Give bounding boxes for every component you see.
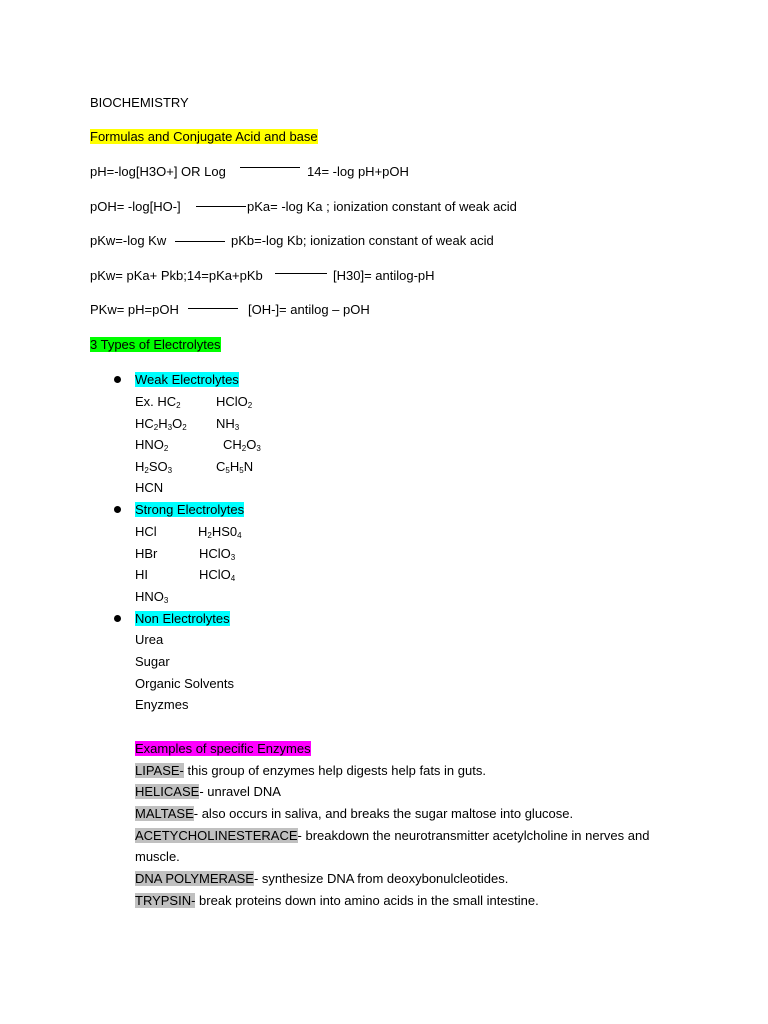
formula-right: 14= -log pH+pOH — [307, 164, 409, 179]
bullet-icon — [114, 615, 121, 622]
non-electrolytes-heading: Non Electrolytes — [135, 611, 230, 626]
formula-item: HBr — [135, 546, 158, 561]
formula-item: $C_5H_5N$ — [216, 459, 254, 475]
formula-right: pKb=-log Kb; ionization constant of weak acid — [231, 233, 494, 248]
formula-left: pKw=-log Kw — [90, 233, 167, 248]
enzymes-heading: Examples of specific Enzymes — [135, 741, 311, 756]
formula-right: [OH-]= antilog – pOH — [248, 302, 370, 317]
list-item: Enyzmes — [135, 697, 189, 712]
bullet-icon — [114, 376, 121, 383]
enzyme-entry: ACETYCHOLINESTERACE- breakdown the neurotransmitter acetylcholine in nerves and — [135, 828, 650, 843]
formula-right: pKa= -log Ka ; ionization constant of weak acid — [247, 199, 517, 214]
formula-left: pH=-log[H3O+] OR Log — [90, 164, 226, 179]
formula-item: Ex. $HC_2$ — [135, 394, 181, 410]
formula-item: $CH_2O_3$ — [223, 437, 261, 453]
strong-electrolytes-heading: Strong Electrolytes — [135, 502, 245, 517]
formula-item: HClO$_2$ — [216, 394, 253, 410]
formula-left: PKw= pH=pOH — [90, 302, 179, 317]
enzyme-entry: HELICASE- unravel DNA — [135, 784, 281, 799]
formula-left: pOH= -log[HO-] — [90, 199, 181, 214]
arrow-line — [175, 241, 225, 242]
formula-item: $HC_2H_3O_2$ — [135, 416, 187, 432]
list-item: Urea — [135, 632, 164, 647]
formula-item: HCl — [135, 524, 157, 539]
formula-item: HClO$_3$ — [199, 546, 236, 562]
formula-item: HClO$_4$ — [199, 567, 236, 583]
enzyme-entry: TRYPSIN- break proteins down into amino acids in the small intestine. — [135, 893, 539, 908]
arrow-line — [240, 167, 300, 168]
enzyme-entry: LIPASE- this group of enzymes help digests help fats in guts. — [135, 763, 486, 778]
list-item: Organic Solvents — [135, 676, 234, 691]
arrow-line — [275, 273, 327, 274]
formula-right: [H30]= antilog-pH — [333, 268, 435, 283]
document-title: BIOCHEMISTRY — [90, 95, 189, 110]
electrolytes-heading: 3 Types of Electrolytes — [90, 337, 221, 352]
weak-electrolytes-heading: Weak Electrolytes — [135, 372, 239, 387]
formula-item: HCN — [135, 480, 164, 495]
enzyme-entry: DNA POLYMERASE- synthesize DNA from deoxybonulcleotides. — [135, 871, 509, 886]
enzyme-entry: MALTASE- also occurs in saliva, and breaks the sugar maltose into glucose. — [135, 806, 574, 821]
formula-item: $HNO_3$ — [135, 589, 169, 605]
formula-item: HI — [135, 567, 148, 582]
enzyme-entry-continuation: muscle. — [135, 849, 180, 864]
formula-item: $H_2SO_3$ — [135, 459, 173, 475]
formula-item: $HNO_2$ — [135, 437, 169, 453]
arrow-line — [196, 206, 246, 207]
formula-left: pKw= pKa+ Pkb;14=pKa+pKb — [90, 268, 263, 283]
list-item: Sugar — [135, 654, 170, 669]
formulas-heading: Formulas and Conjugate Acid and base — [90, 129, 318, 144]
formula-item: $NH_3$ — [216, 416, 240, 432]
arrow-line — [188, 308, 238, 309]
bullet-icon — [114, 506, 121, 513]
formula-item: $H_2HS0_4$ — [198, 524, 242, 540]
